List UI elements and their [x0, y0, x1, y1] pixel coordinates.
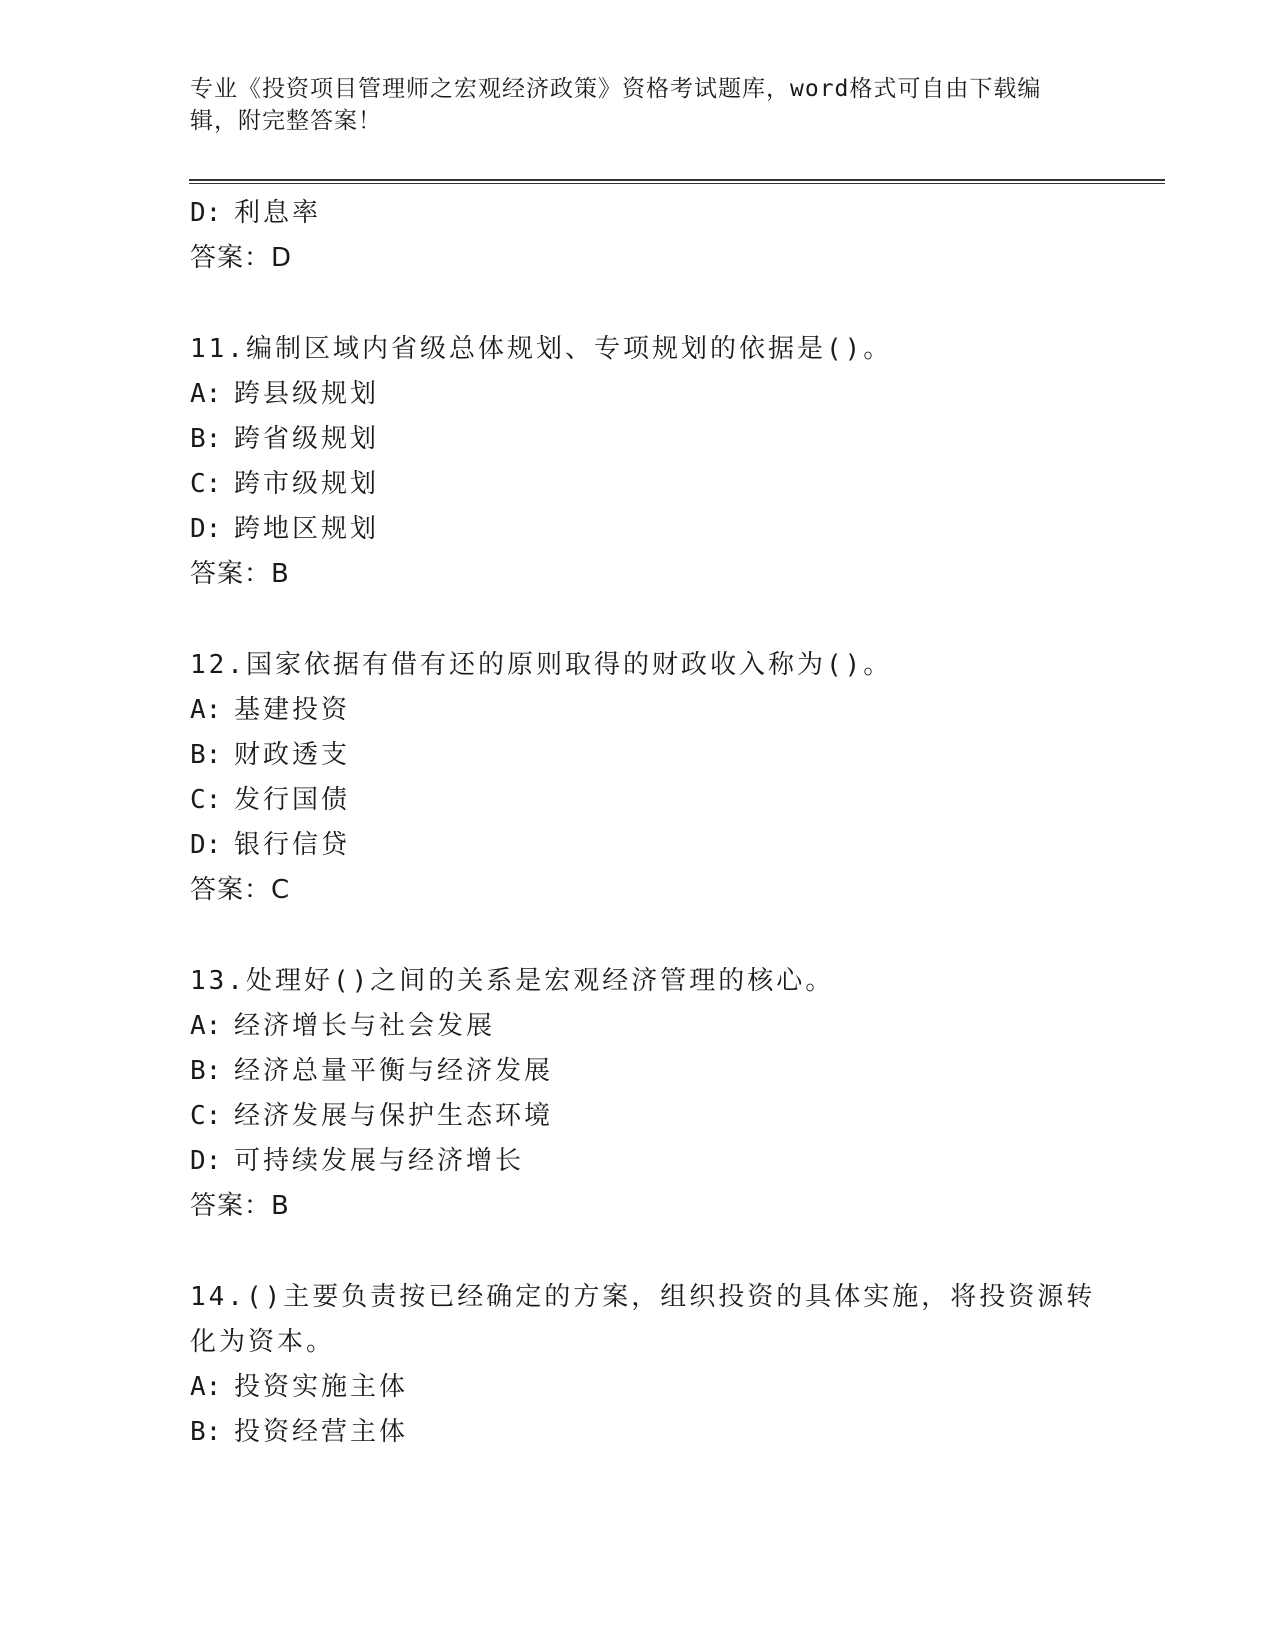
option-label: A:: [190, 695, 222, 725]
question-list: [190, 191, 1096, 1455]
option-d: [190, 1139, 1090, 1184]
option-label: D:: [190, 830, 222, 860]
option-label: C:: [190, 469, 222, 499]
option-c: [190, 778, 1090, 823]
option-label: D:: [190, 514, 222, 544]
option-label: B:: [190, 1417, 222, 1447]
option-c: [190, 1094, 1090, 1139]
option-label: D:: [190, 198, 222, 228]
answer: 答案：D: [190, 243, 293, 273]
option-label: A:: [190, 1011, 222, 1041]
option-a: [190, 688, 1090, 733]
option-d: [190, 507, 1090, 552]
option-text: 跨市级规划: [234, 469, 380, 499]
option-text: 经济增长与社会发展: [234, 1011, 496, 1041]
option-text: 跨县级规划: [234, 379, 380, 409]
question-stem-11: 11.编制区域内省级总体规划、专项规划的依据是()。: [190, 334, 893, 364]
option-text: 银行信贷: [234, 830, 351, 860]
option-d: [190, 823, 1090, 868]
document-header: [190, 73, 1090, 137]
option-text: 投资实施主体: [234, 1372, 409, 1402]
question-stem-13: 13.处理好()之间的关系是宏观经济管理的核心。: [190, 966, 835, 996]
header-line-2: 辑，附完整答案！: [190, 108, 382, 134]
option-d: [190, 191, 1090, 236]
option-a: [190, 372, 1090, 417]
option-text: 经济总量平衡与经济发展: [234, 1056, 554, 1086]
option-c: [190, 462, 1090, 507]
option-label: D:: [190, 1146, 222, 1176]
option-b: [190, 733, 1090, 778]
answer: 答案：B: [190, 1191, 290, 1221]
question-stem-12: 12.国家依据有借有还的原则取得的财政收入称为()。: [190, 650, 893, 680]
option-label: A:: [190, 379, 222, 409]
answer: 答案：C: [190, 875, 291, 905]
option-a: [190, 1365, 1090, 1410]
option-text: 可持续发展与经济增长: [234, 1146, 525, 1176]
question-stem-14-line-1: 14.()主要负责按已经确定的方案，组织投资的具体实施，将投资源转: [190, 1282, 1096, 1312]
option-label: C:: [190, 1101, 222, 1131]
answer: 答案：B: [190, 559, 290, 589]
option-label: B:: [190, 424, 222, 454]
option-text: 基建投资: [234, 695, 351, 725]
option-text: 发行国债: [234, 785, 351, 815]
option-label: B:: [190, 740, 222, 770]
option-text: 经济发展与保护生态环境: [234, 1101, 554, 1131]
option-b: [190, 1049, 1090, 1094]
question-stem-14-line-2: 化为资本。: [190, 1327, 336, 1357]
option-a: [190, 1004, 1090, 1049]
option-label: A:: [190, 1372, 222, 1402]
option-text: 投资经营主体: [234, 1417, 409, 1447]
option-text: 财政透支: [234, 740, 351, 770]
option-b: [190, 1410, 1090, 1455]
option-label: C:: [190, 785, 222, 815]
option-b: [190, 417, 1090, 462]
option-text: 跨省级规划: [234, 424, 380, 454]
option-text: 跨地区规划: [234, 514, 380, 544]
option-text: 利息率: [234, 198, 322, 228]
option-label: B:: [190, 1056, 222, 1086]
header-divider: [189, 179, 1165, 184]
header-line-1: 专业《投资项目管理师之宏观经济政策》资格考试题库，word格式可自由下载编: [190, 76, 1042, 102]
